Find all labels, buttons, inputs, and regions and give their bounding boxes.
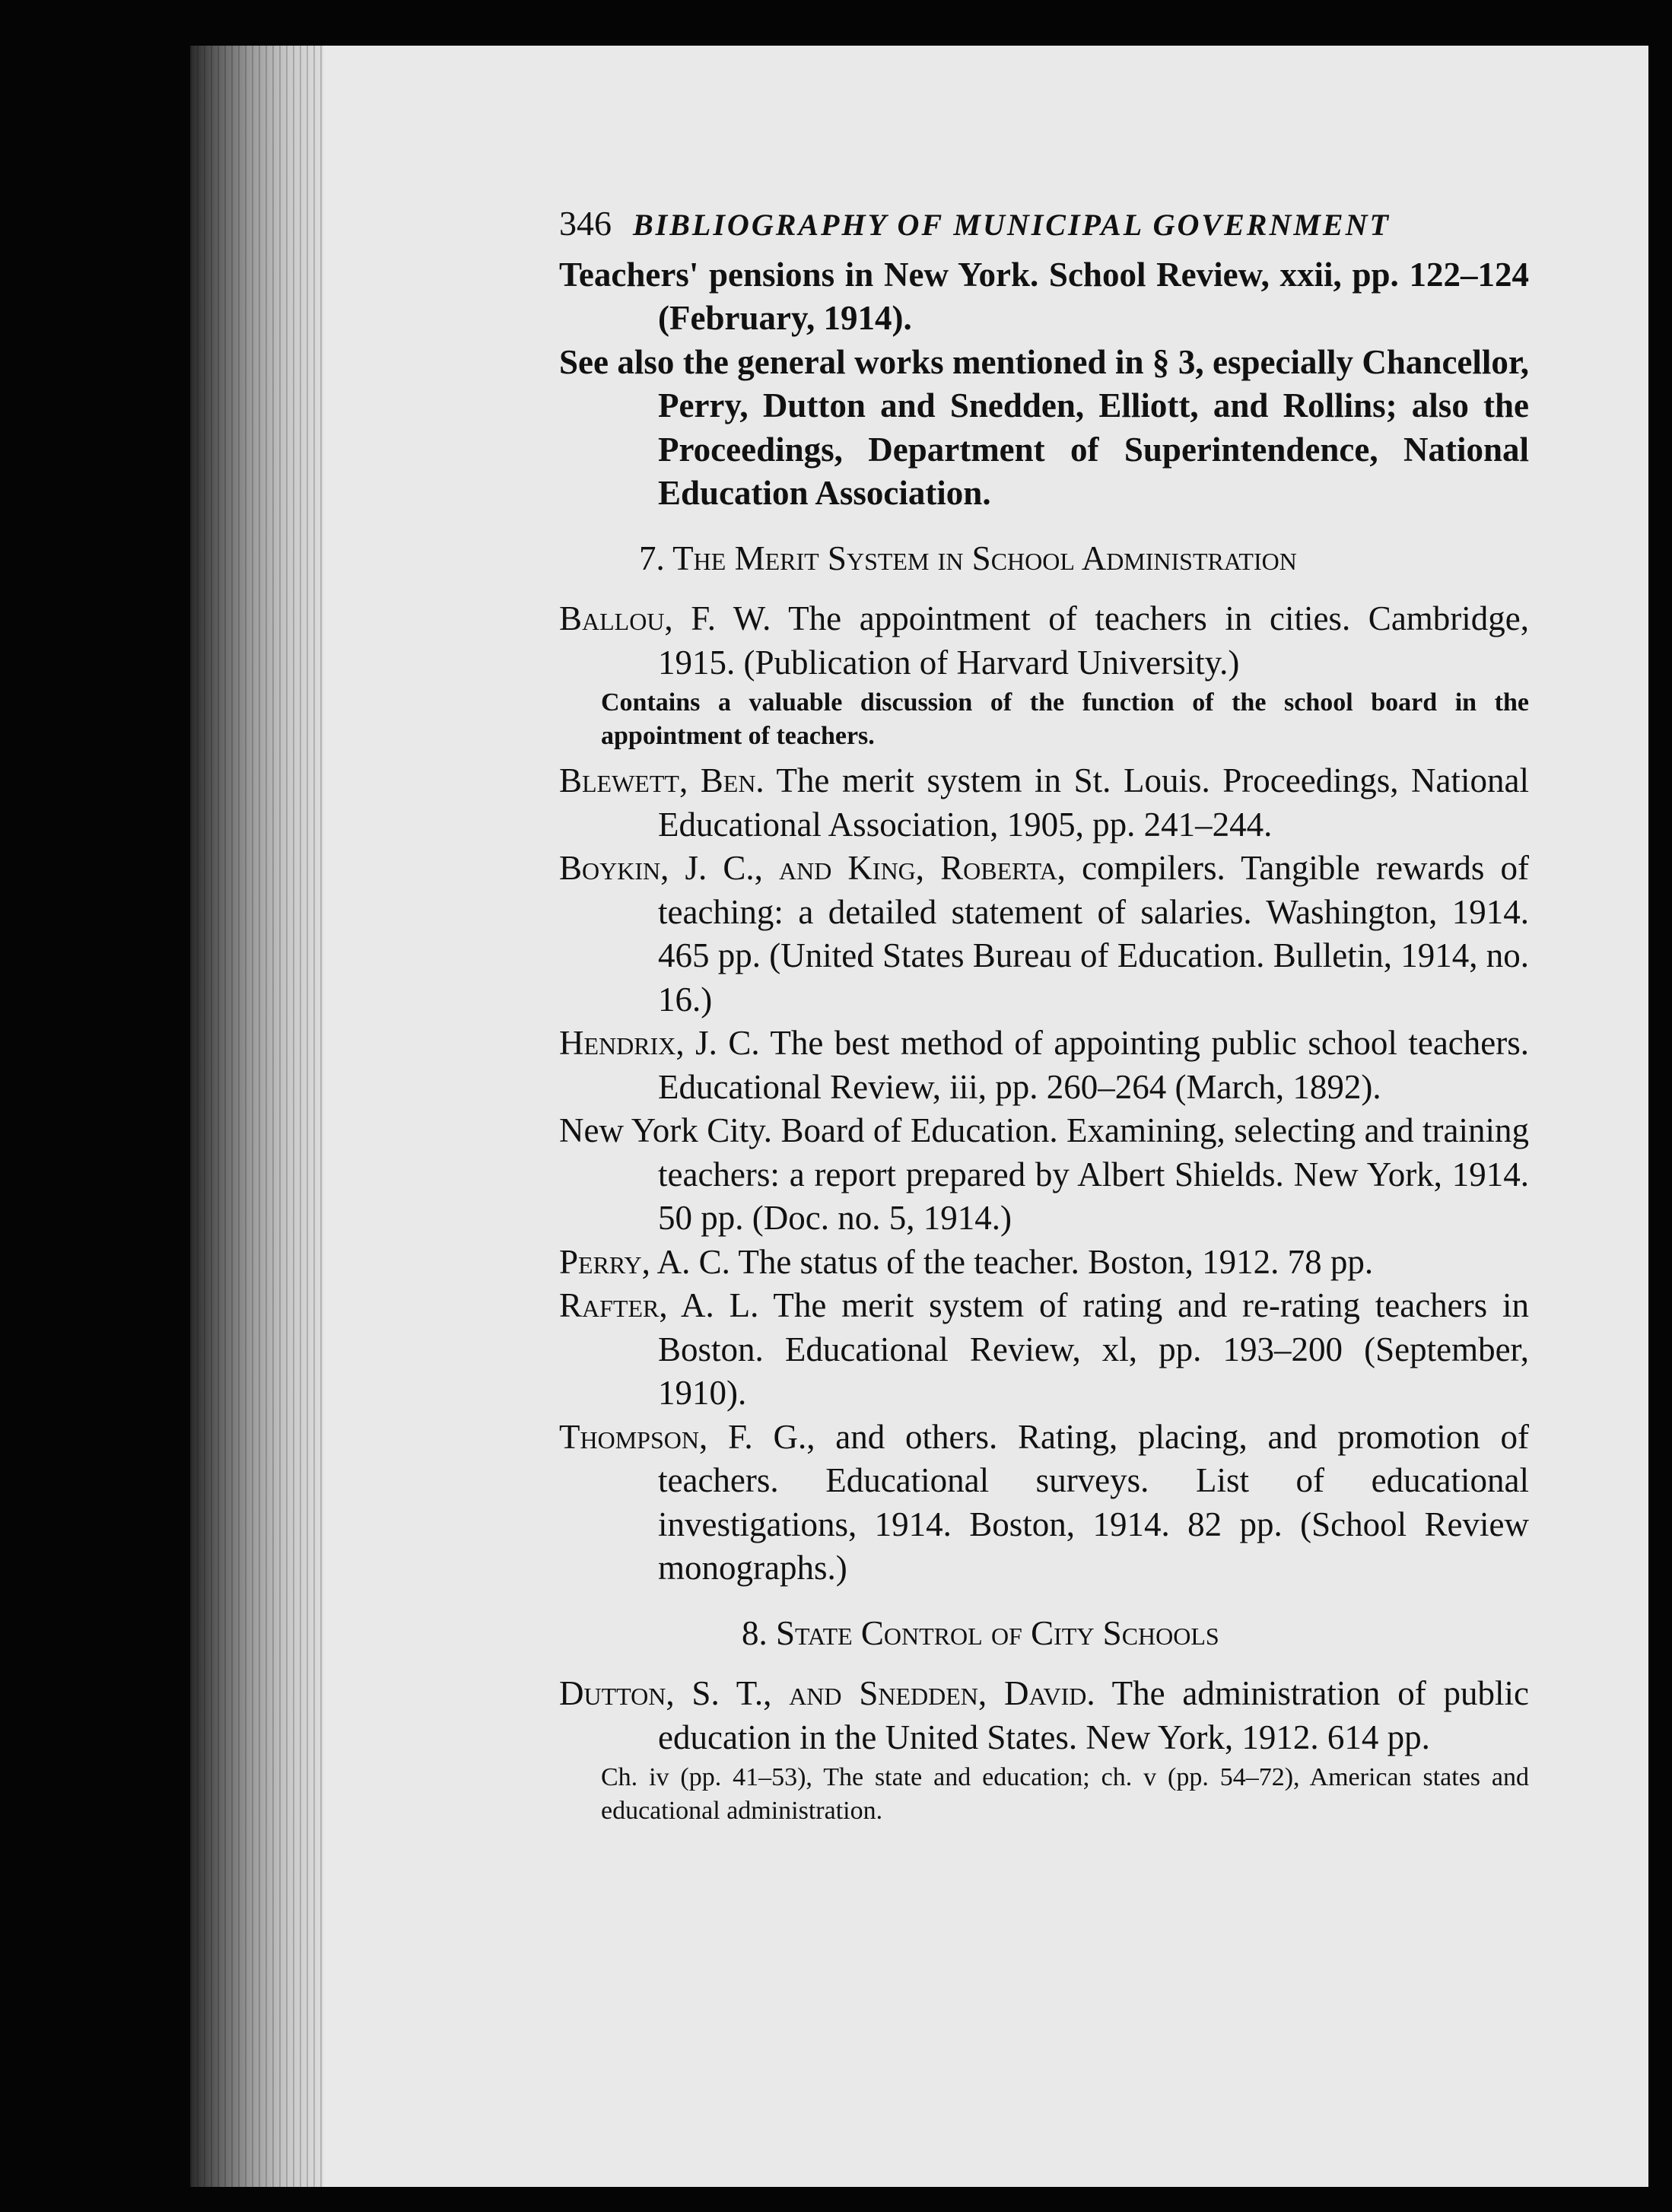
section-heading-7: 7. The Merit System in School Administration <box>639 539 1297 577</box>
entry-text: New York City. Board of Education. Examining, selecting and training teachers: a report prepared by Albert Shields. New York, 1914. 50 pp. (Doc. no. 5, 1914.) <box>559 1111 1529 1237</box>
entry-text: The administration of public education in the United States. New York, 1912. 614 pp. <box>658 1674 1530 1756</box>
bib-entry-teachers-pensions: Teachers' pensions in New York. School Review, xxii, pp. 122–124 (February, 1914). <box>559 255 1529 337</box>
entry-note-dutton: Ch. iv (pp. 41–53), The state and education; ch. v (pp. 54–72), American states and educational administration. <box>601 1763 1529 1825</box>
entry-author: Boykin, J. C., and King, Roberta, <box>559 849 1066 887</box>
bib-entry-perry <box>559 1241 1529 1285</box>
bib-entry-dutton <box>559 1672 1529 1759</box>
bib-entry-thompson <box>559 1416 1529 1591</box>
entry-author: Ballou, F. W. <box>559 599 771 637</box>
bib-entry-boykin <box>559 847 1529 1022</box>
running-title: BIBLIOGRAPHY OF MUNICIPAL GOVERNMENT <box>633 208 1391 242</box>
entry-note-ballou: Contains a valuable discussion of the function of the school board in the appointment of teachers. <box>601 688 1529 750</box>
bib-entry-blewett <box>559 759 1529 847</box>
running-head <box>559 202 1529 247</box>
entry-author: Dutton, S. T., and Snedden, David. <box>559 1674 1095 1712</box>
entry-author: Thompson, F. G., <box>559 1417 815 1456</box>
entry-text: The best method of appointing public school teachers. Educational Review, iii, pp. 260–264 (March, 1892). <box>658 1024 1529 1106</box>
entry-text: The appointment of teachers in cities. Cambridge, 1915. (Publication of Harvard University.) <box>658 599 1530 682</box>
bib-entry-ballou <box>559 597 1529 685</box>
entry-author: Rafter, A. L. <box>559 1286 759 1324</box>
entry-author: Blewett, Ben. <box>559 761 764 799</box>
entry-text: compilers. Tangible rewards of teaching: a detailed statement of salaries. Washington, 1914. 465 pp. (United States Bureau of Education. Bulletin, 1914, no. 16.) <box>658 849 1529 1019</box>
page-number: 346 <box>559 204 612 243</box>
bib-entry-rafter <box>559 1284 1529 1416</box>
bib-entry-see-also: See also the general works mentioned in § 3, especially Chancellor, Perry, Dutton and Snedden, Elliott, and Rollins; also the Proceedings, Department of Superintendence, National Education Association. <box>559 342 1529 512</box>
bib-entry-hendrix <box>559 1022 1529 1109</box>
page-content <box>559 202 1529 1834</box>
entry-text: The merit system of rating and re-rating teachers in Boston. Educational Review, xl, pp. 193–200 (September, 1910). <box>658 1286 1530 1412</box>
page-edge-lines <box>190 46 335 2187</box>
entry-author: Hendrix, J. C. <box>559 1024 760 1062</box>
section-heading-8: 8. State Control of City Schools <box>742 1613 1219 1652</box>
entry-text: and others. Rating, placing, and promotion of teachers. Educational surveys. List of educational investigations, 1914. Boston, 1914. 82 pp. (School Review monographs.) <box>658 1417 1529 1587</box>
entry-text: The status of the teacher. Boston, 1912. 78 pp. <box>738 1242 1374 1281</box>
entry-text: The merit system in St. Louis. Proceedings, National Educational Association, 1905, pp. 241–244. <box>658 761 1529 844</box>
entry-author: Perry, A. C. <box>559 1242 730 1281</box>
bib-entry-new-york-city <box>559 1109 1529 1241</box>
